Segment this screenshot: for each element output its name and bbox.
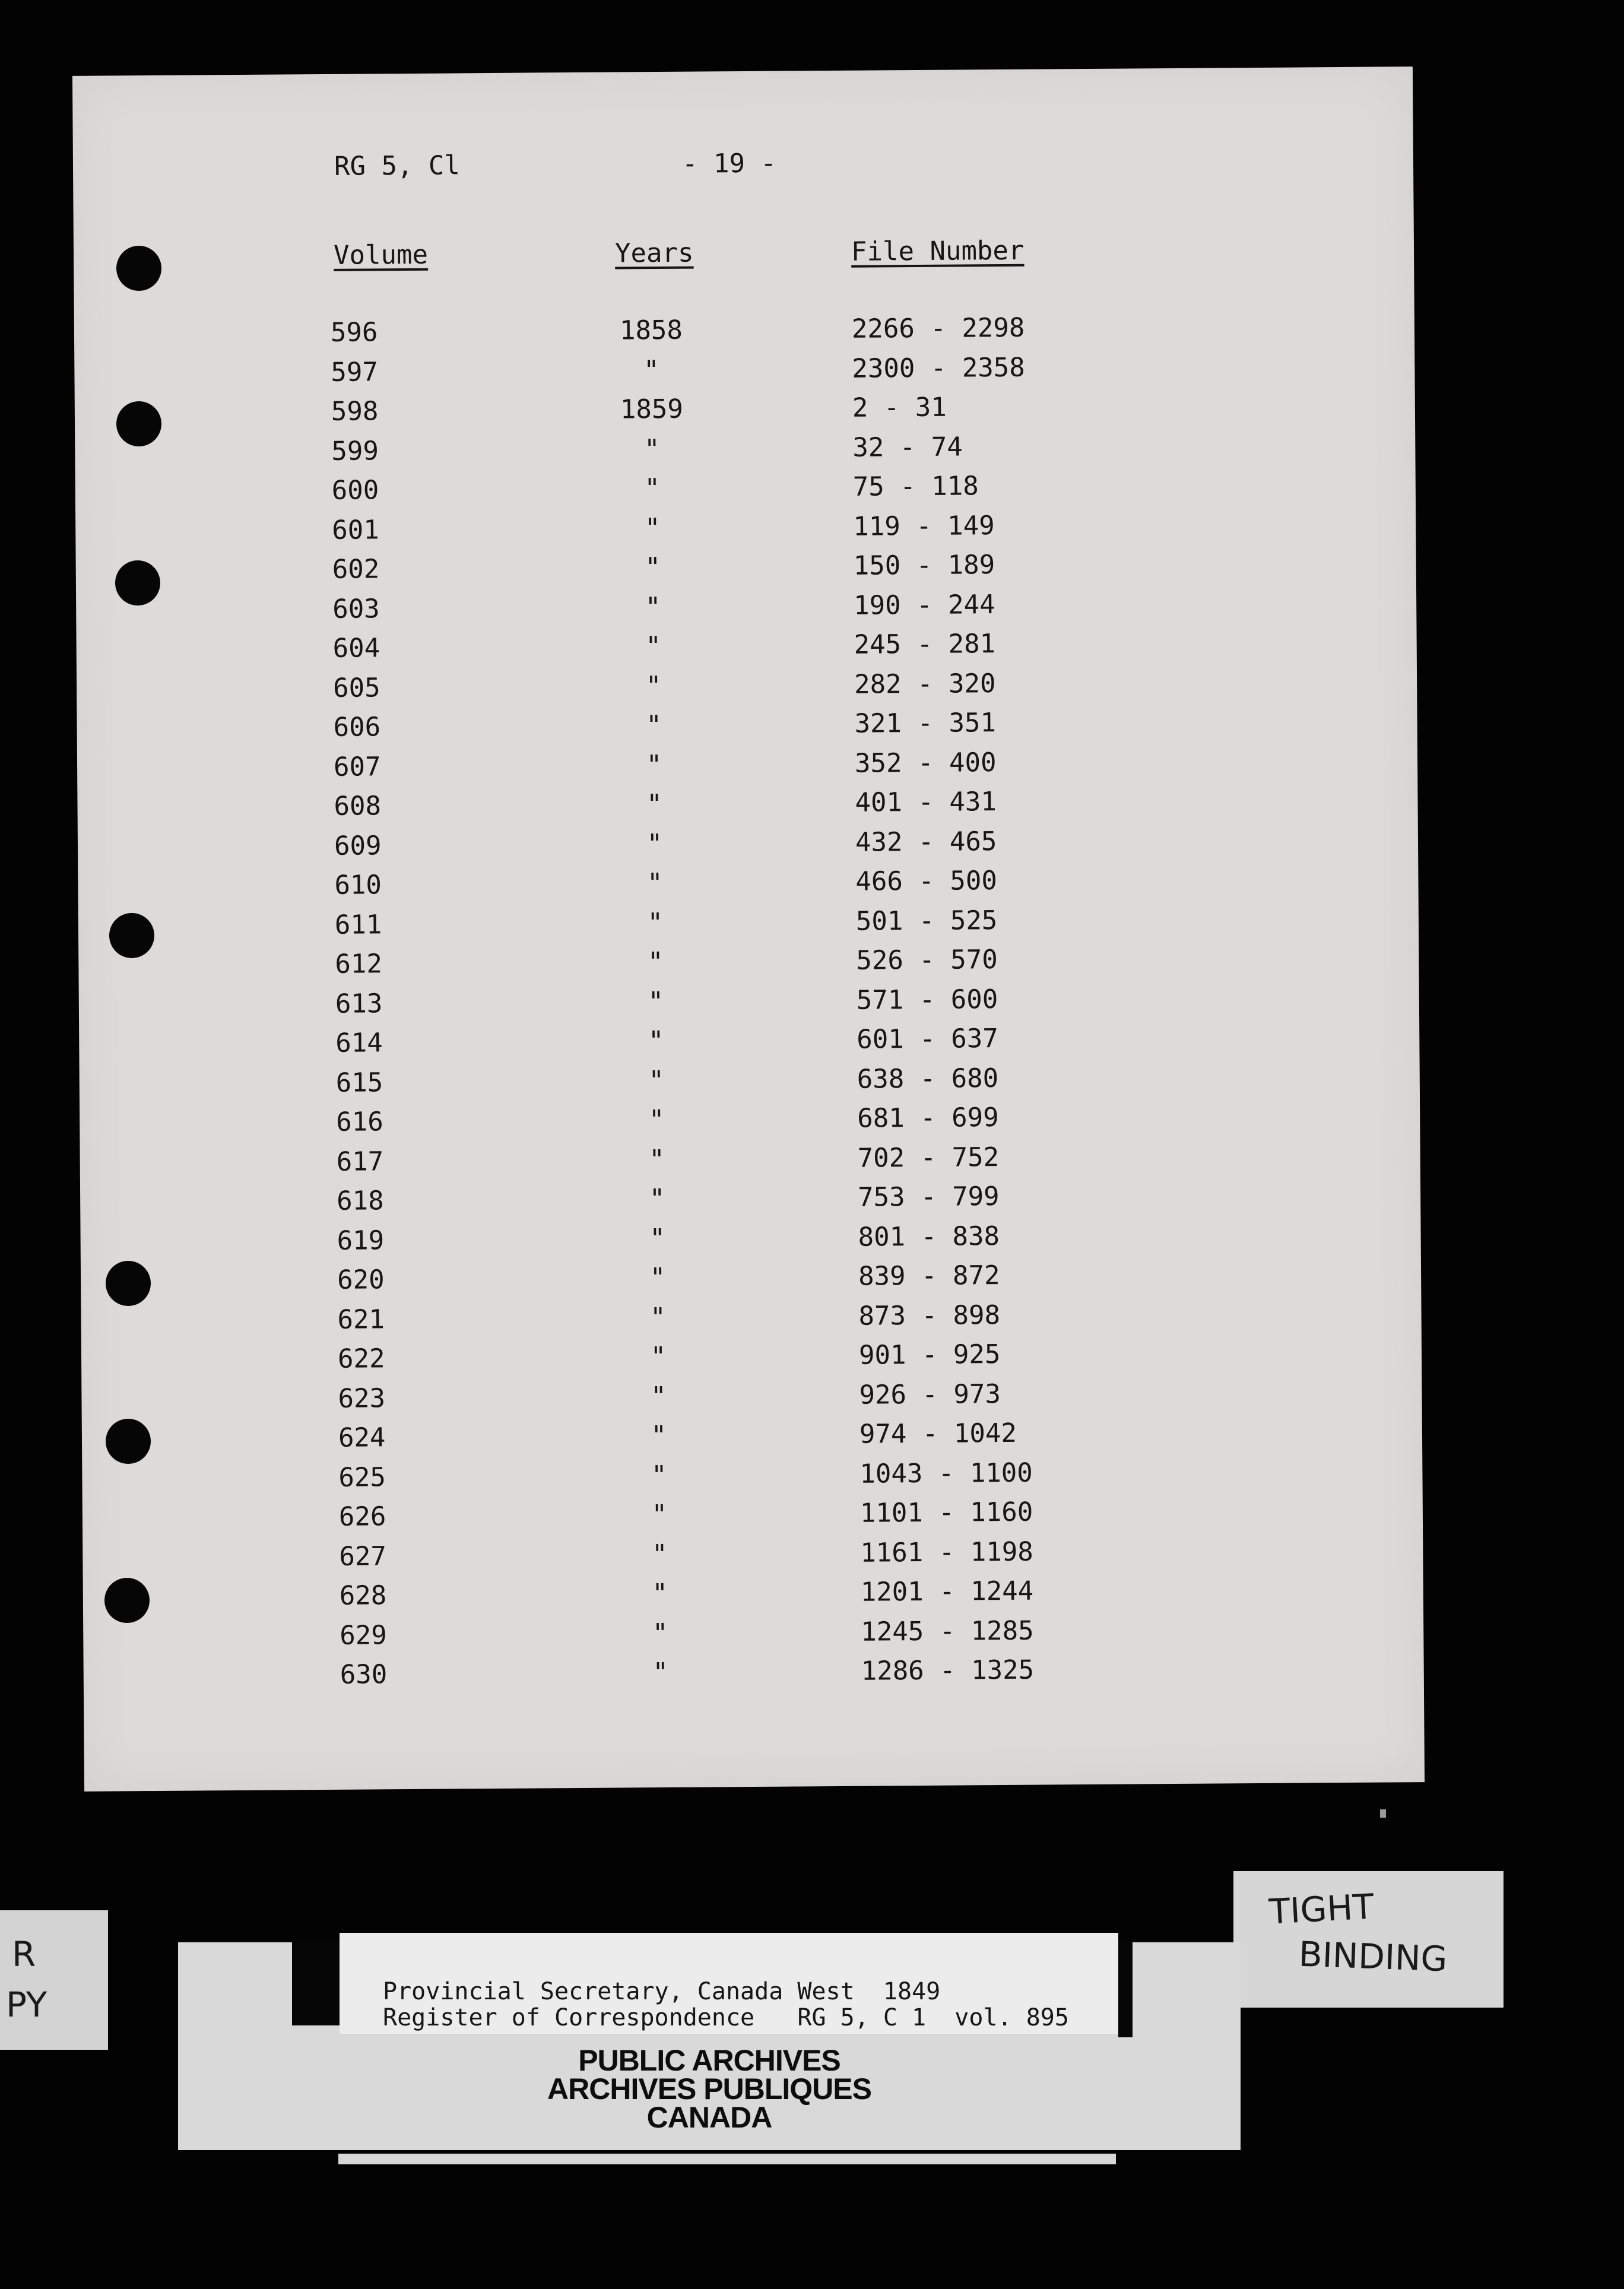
stamp-archives-publiques: ARCHIVES PUBLIQUES	[547, 2072, 871, 2106]
stamp-public-archives: PUBLIC ARCHIVES	[578, 2044, 840, 2077]
handwritten-tight: TIGHT	[1268, 1886, 1375, 1932]
file-range-cell: 681 - 699	[857, 1102, 999, 1134]
volume-cell: 608	[334, 791, 382, 822]
volume-cell: 628	[339, 1580, 387, 1611]
label-slot-left	[292, 1942, 340, 2025]
file-range-cell: 150 - 189	[853, 550, 995, 581]
archive-label-card	[178, 1942, 1241, 2150]
years-cell: "	[651, 1381, 667, 1412]
file-range-cell: 501 - 525	[855, 905, 998, 937]
file-range-cell: 466 - 500	[855, 865, 998, 897]
file-range-cell: 32 - 74	[852, 431, 963, 463]
volume-cell: 612	[335, 949, 383, 979]
volume-cell: 596	[330, 317, 378, 348]
column-header-volume: Volume	[333, 239, 429, 271]
years-cell: 1858	[619, 315, 683, 346]
file-range-cell: 526 - 570	[856, 944, 998, 976]
volume-table	[74, 310, 1424, 1701]
years-cell: "	[645, 631, 662, 662]
volume-cell: 615	[335, 1067, 383, 1098]
file-range-cell: 1161 - 1198	[860, 1536, 1033, 1568]
stamp-canada: CANADA	[646, 2101, 772, 2134]
file-range-cell: 926 - 973	[859, 1378, 1001, 1410]
volume-cell: 601	[332, 514, 379, 546]
years-cell: "	[643, 354, 659, 385]
volume-cell: 603	[332, 593, 380, 624]
handwritten-left-line2: PY	[6, 1984, 47, 2025]
file-range-cell: 352 - 400	[854, 747, 997, 779]
volume-cell: 614	[335, 1028, 383, 1058]
handwritten-left-line1: R	[12, 1934, 36, 1974]
handwritten-binding: BINDING	[1298, 1933, 1448, 1980]
volume-cell: 613	[335, 988, 383, 1019]
years-cell: "	[649, 1183, 665, 1215]
punch-hole	[109, 913, 154, 958]
file-range-cell: 702 - 752	[857, 1142, 1000, 1174]
volume-cell: 597	[331, 356, 379, 388]
volume-cell: 617	[336, 1146, 384, 1177]
file-range-cell: 190 - 244	[854, 589, 995, 621]
volume-cell: 618	[337, 1185, 384, 1216]
page-number: - 19 -	[681, 148, 777, 179]
column-header-file-number: File Number	[851, 235, 1024, 267]
years-cell: "	[645, 552, 661, 583]
years-cell: "	[648, 1025, 664, 1057]
years-cell: "	[646, 789, 662, 820]
volume-cell: 611	[334, 909, 382, 940]
volume-cell: 619	[337, 1225, 385, 1256]
scanned-page	[72, 66, 1425, 1792]
years-cell: "	[648, 1104, 665, 1136]
years-cell: "	[652, 1578, 668, 1609]
years-cell: "	[644, 512, 661, 543]
years-cell: "	[648, 986, 664, 1017]
years-cell: "	[649, 1144, 665, 1175]
page-edge-mark	[1380, 1809, 1386, 1818]
volume-cell: 605	[332, 672, 380, 703]
file-range-cell: 2 - 31	[852, 392, 947, 423]
volume-cell: 620	[337, 1264, 385, 1295]
record-group-reference: RG 5, Cl	[334, 150, 461, 182]
file-range-cell: 801 - 838	[858, 1220, 1000, 1253]
file-range-cell: 601 - 637	[857, 1023, 998, 1055]
volume-cell: 626	[338, 1501, 386, 1532]
volume-cell: 629	[340, 1619, 387, 1651]
file-range-cell: 873 - 898	[858, 1299, 1001, 1331]
file-range-cell: 571 - 600	[856, 984, 998, 1016]
handwritten-note-right	[1233, 1871, 1504, 2008]
volume-cell: 606	[333, 712, 381, 743]
label-bottom-strip	[338, 2154, 1116, 2164]
file-range-cell: 974 - 1042	[859, 1418, 1017, 1450]
volume-cell: 627	[339, 1540, 387, 1572]
file-range-cell: 753 - 799	[857, 1181, 1000, 1213]
years-cell: "	[652, 1618, 668, 1648]
years-cell: "	[651, 1539, 668, 1570]
years-cell: "	[643, 433, 660, 464]
file-range-cell: 2266 - 2298	[851, 312, 1025, 344]
volume-cell: 625	[338, 1461, 386, 1493]
label-slot-right	[1118, 1942, 1133, 2037]
volume-cell: 623	[338, 1383, 386, 1414]
volume-cell: 599	[331, 435, 379, 467]
file-range-cell: 401 - 431	[855, 787, 997, 818]
file-range-cell: 119 - 149	[853, 510, 995, 542]
years-cell: "	[644, 473, 661, 504]
years-cell: "	[649, 1223, 666, 1254]
file-range-cell: 282 - 320	[854, 668, 996, 700]
volume-cell: 604	[332, 633, 380, 664]
label-register-line: Register of Correspondence RG 5, C 1 vol. 895	[383, 2004, 1069, 2031]
years-cell: "	[647, 868, 663, 899]
file-range-cell: 245 - 281	[854, 629, 996, 660]
years-cell: "	[651, 1499, 668, 1530]
file-range-cell: 75 - 118	[852, 471, 979, 502]
punch-hole	[106, 1419, 151, 1464]
file-range-cell: 321 - 351	[854, 708, 997, 739]
file-range-cell: 1043 - 1100	[859, 1457, 1033, 1489]
file-range-cell: 1245 - 1285	[861, 1615, 1034, 1647]
file-range-cell: 839 - 872	[858, 1260, 1000, 1292]
volume-cell: 616	[336, 1107, 383, 1137]
handwritten-note-left	[0, 1910, 108, 2050]
punch-hole	[104, 1578, 150, 1623]
file-range-cell: 1201 - 1244	[860, 1575, 1034, 1608]
volume-cell: 607	[333, 751, 381, 782]
years-cell: "	[649, 1262, 666, 1293]
volume-cell: 600	[331, 475, 379, 506]
years-cell: "	[651, 1460, 667, 1491]
punch-hole	[115, 560, 160, 605]
years-cell: "	[650, 1341, 667, 1372]
file-range-cell: 2300 - 2358	[852, 352, 1025, 384]
file-range-cell: 432 - 465	[855, 826, 997, 858]
years-cell: "	[648, 1065, 665, 1096]
volume-cell: 624	[338, 1422, 386, 1453]
file-range-cell: 1286 - 1325	[861, 1654, 1035, 1686]
column-header-years: Years	[614, 237, 694, 269]
file-range-cell: 1101 - 1160	[859, 1497, 1033, 1529]
punch-hole	[116, 246, 161, 291]
volume-cell: 621	[337, 1304, 385, 1335]
volume-cell: 602	[332, 554, 380, 585]
years-cell: "	[647, 947, 664, 978]
punch-hole	[116, 401, 161, 446]
years-cell: "	[647, 907, 664, 938]
years-cell: "	[645, 670, 662, 701]
volume-cell: 630	[340, 1659, 388, 1690]
file-range-cell: 638 - 680	[857, 1063, 999, 1095]
years-cell: 1859	[620, 394, 684, 425]
years-cell: "	[652, 1657, 669, 1688]
file-range-cell: 901 - 925	[858, 1339, 1001, 1371]
years-cell: "	[646, 710, 662, 741]
years-cell: "	[646, 749, 662, 780]
years-cell: "	[650, 1302, 666, 1333]
years-cell: "	[651, 1420, 667, 1451]
volume-cell: 622	[337, 1343, 385, 1374]
punch-hole	[106, 1261, 151, 1306]
volume-cell: 610	[334, 870, 382, 901]
years-cell: "	[645, 591, 661, 622]
volume-cell: 609	[334, 830, 382, 861]
years-cell: "	[646, 828, 663, 859]
volume-cell: 598	[331, 396, 379, 427]
label-collection-line: Provincial Secretary, Canada West 1849	[383, 1978, 941, 2005]
